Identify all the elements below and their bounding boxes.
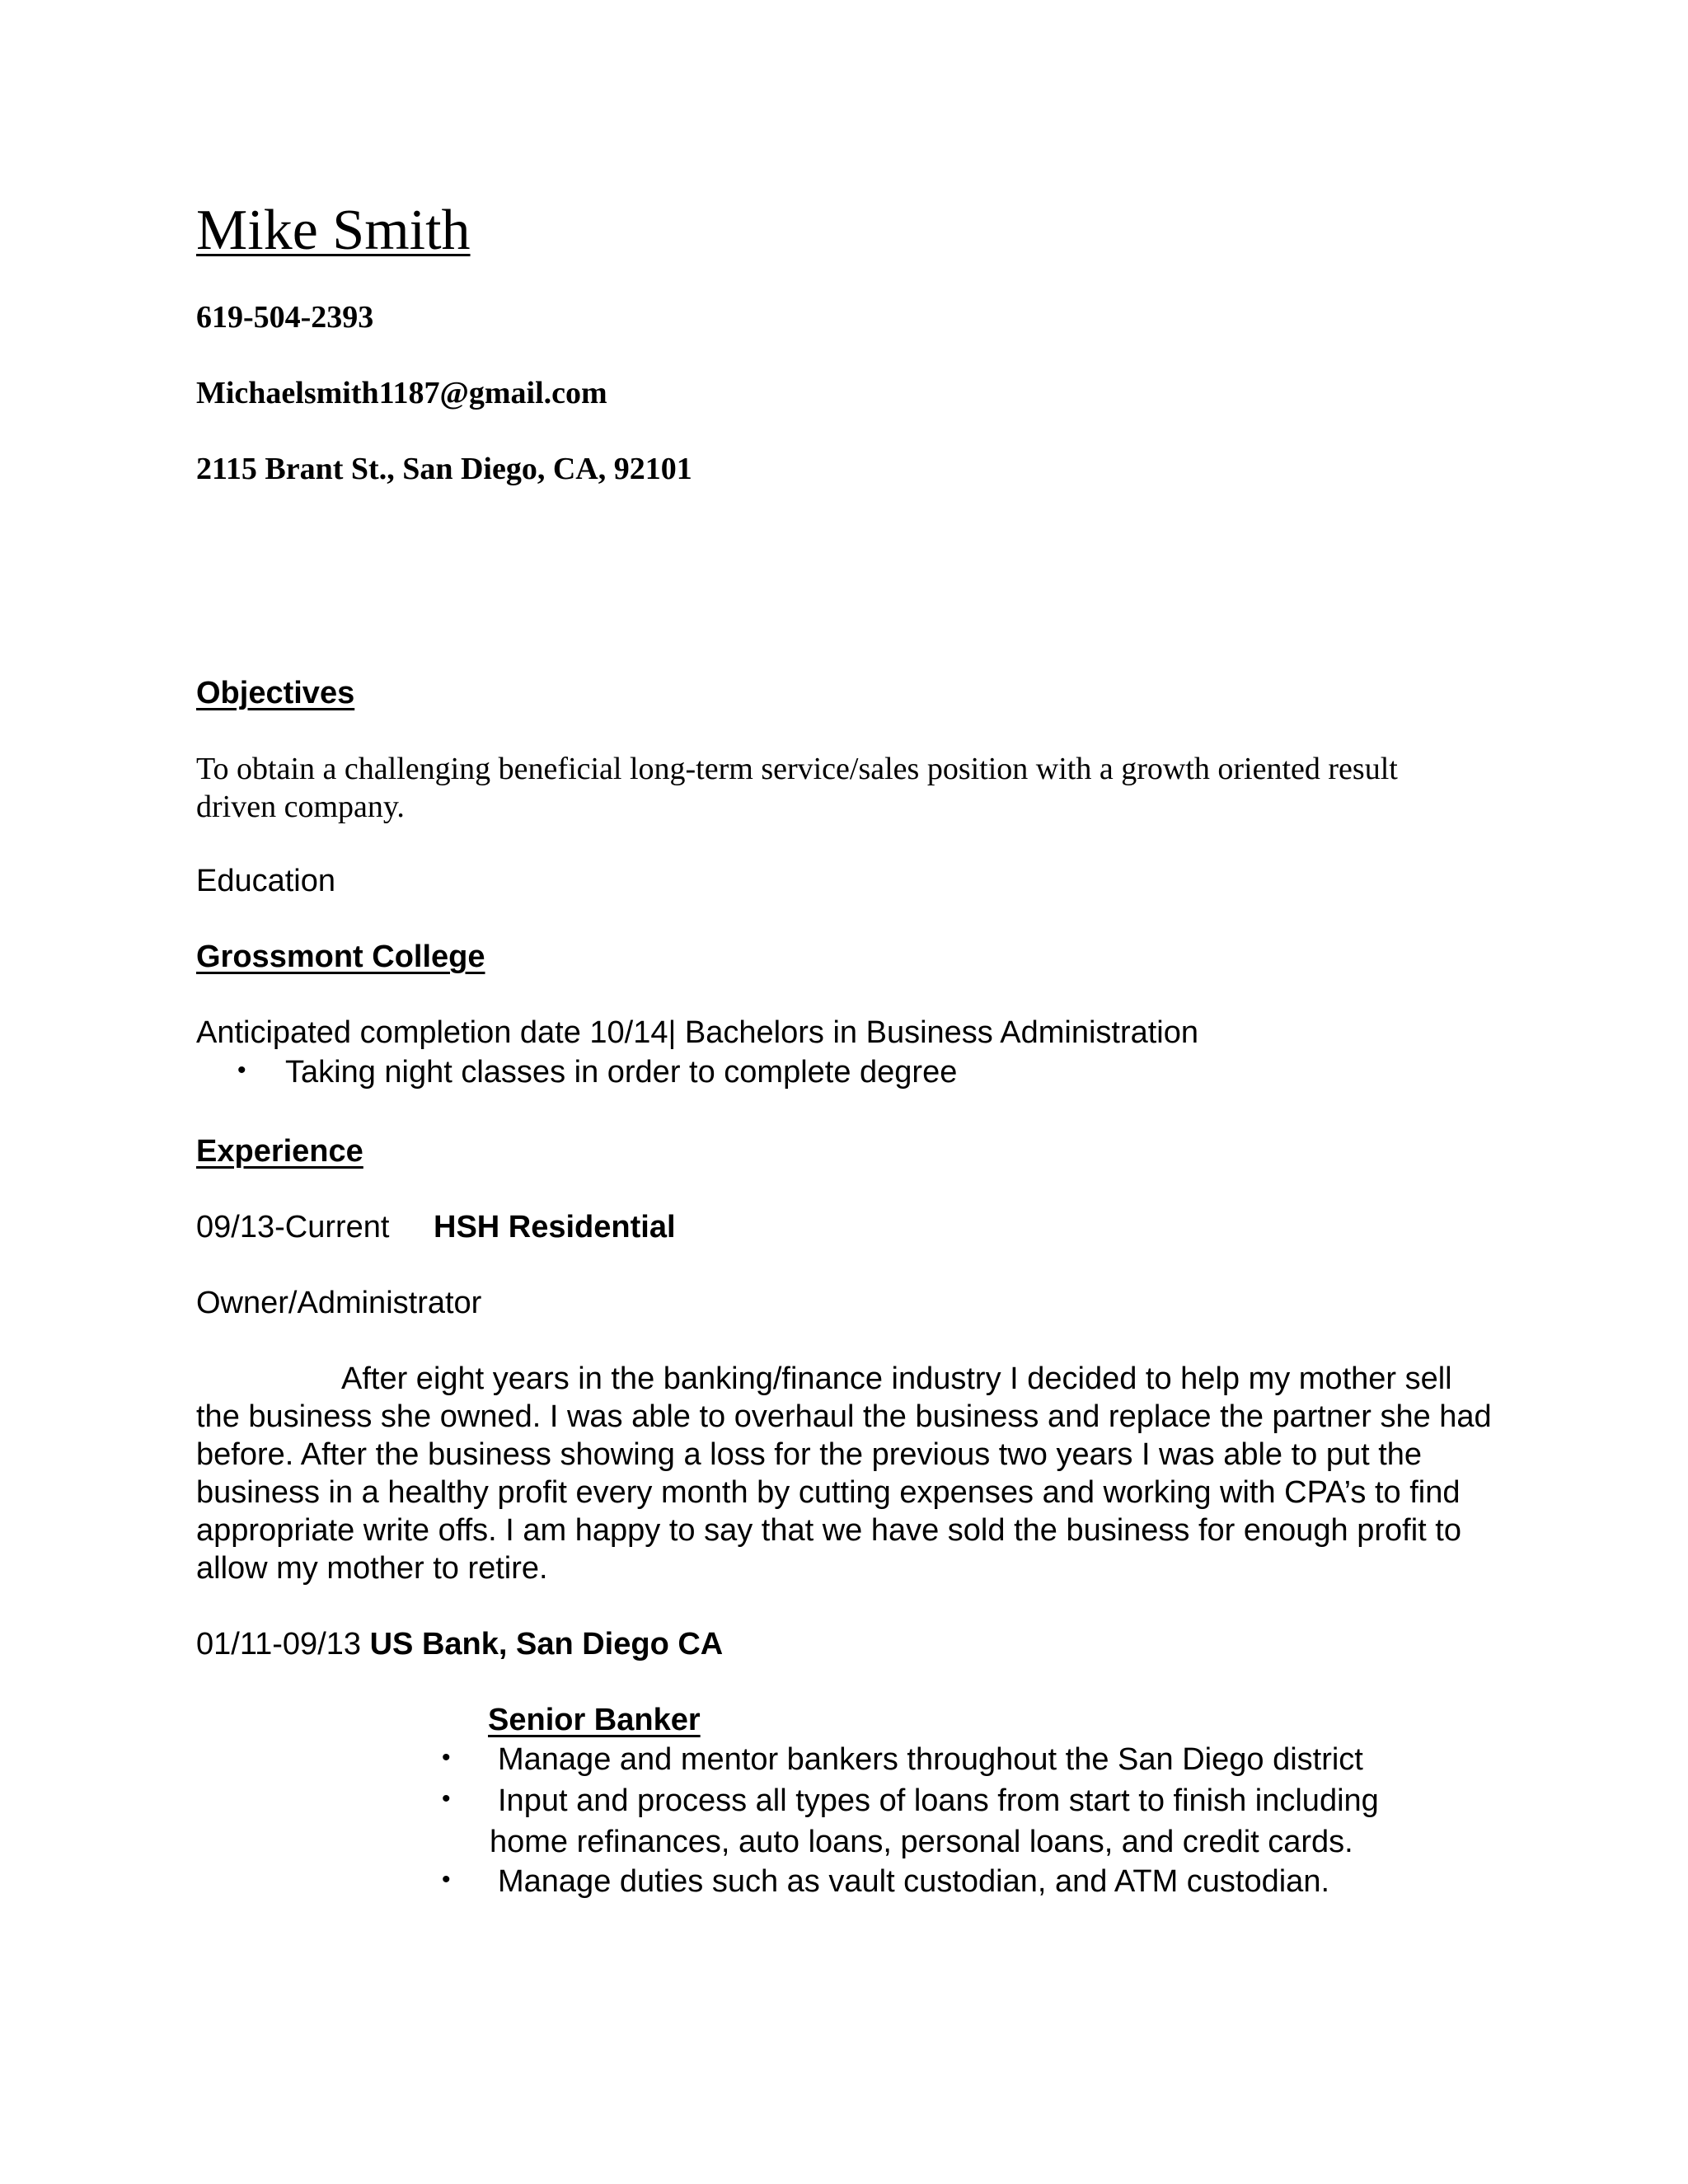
- bullet-marker: •: [442, 1785, 451, 1812]
- candidate-name: Mike Smith: [196, 199, 471, 262]
- bullet-marker: •: [237, 1057, 246, 1084]
- bullet-marker: •: [442, 1866, 451, 1893]
- job-bullet: Manage and mentor bankers throughout the San Diego district: [498, 1742, 1363, 1777]
- phone-number: 619-504-2393: [196, 300, 374, 335]
- education-heading: Education: [196, 864, 336, 898]
- job-bullet: Manage duties such as vault custodian, and ATM custodian.: [498, 1864, 1330, 1899]
- job-description: After eight years in the banking/finance industry I decided to help my mother sell the business she owned. I was able to overhaul the business and replace the partner she had before. After the business showing a loss for the previous two years I was able to put the business in a healthy profit every month by cutting expenses and working with CPA’s to find appropriate write offs. I am happy to say that we have sold the business for enough profit to allow my mother to retire.: [196, 1361, 1492, 1586]
- experience-heading: Experience: [196, 1134, 363, 1169]
- job-bullet: Input and process all types of loans from start to finish including: [498, 1783, 1379, 1818]
- job-bullet-continuation: home refinances, auto loans, personal loans, and credit cards.: [490, 1825, 1353, 1859]
- objective-text: To obtain a challenging beneficial long-term service/sales position with a growth oriented result driven company.: [196, 752, 1398, 824]
- email-address: Michaelsmith1187@gmail.com: [196, 376, 607, 410]
- job-employer: HSH Residential: [434, 1210, 676, 1244]
- education-bullet: Taking night classes in order to complete degree: [285, 1055, 958, 1090]
- school-name: Grossmont College: [196, 940, 485, 974]
- job-dates: 09/13-Current: [196, 1210, 390, 1244]
- objectives-heading: Objectives: [196, 676, 355, 710]
- degree-completion: Anticipated completion date 10/14| Bachelors in Business Administration: [196, 1015, 1199, 1050]
- job-dates: 01/11-09/13: [196, 1627, 362, 1661]
- job-employer: US Bank, San Diego CA: [369, 1627, 724, 1661]
- job-header: [196, 1625, 723, 1663]
- bullet-marker: •: [442, 1744, 451, 1771]
- job-title: Owner/Administrator: [196, 1286, 482, 1320]
- job-title: Senior Banker: [488, 1703, 701, 1737]
- mailing-address: 2115 Brant St., San Diego, CA, 92101: [196, 452, 692, 486]
